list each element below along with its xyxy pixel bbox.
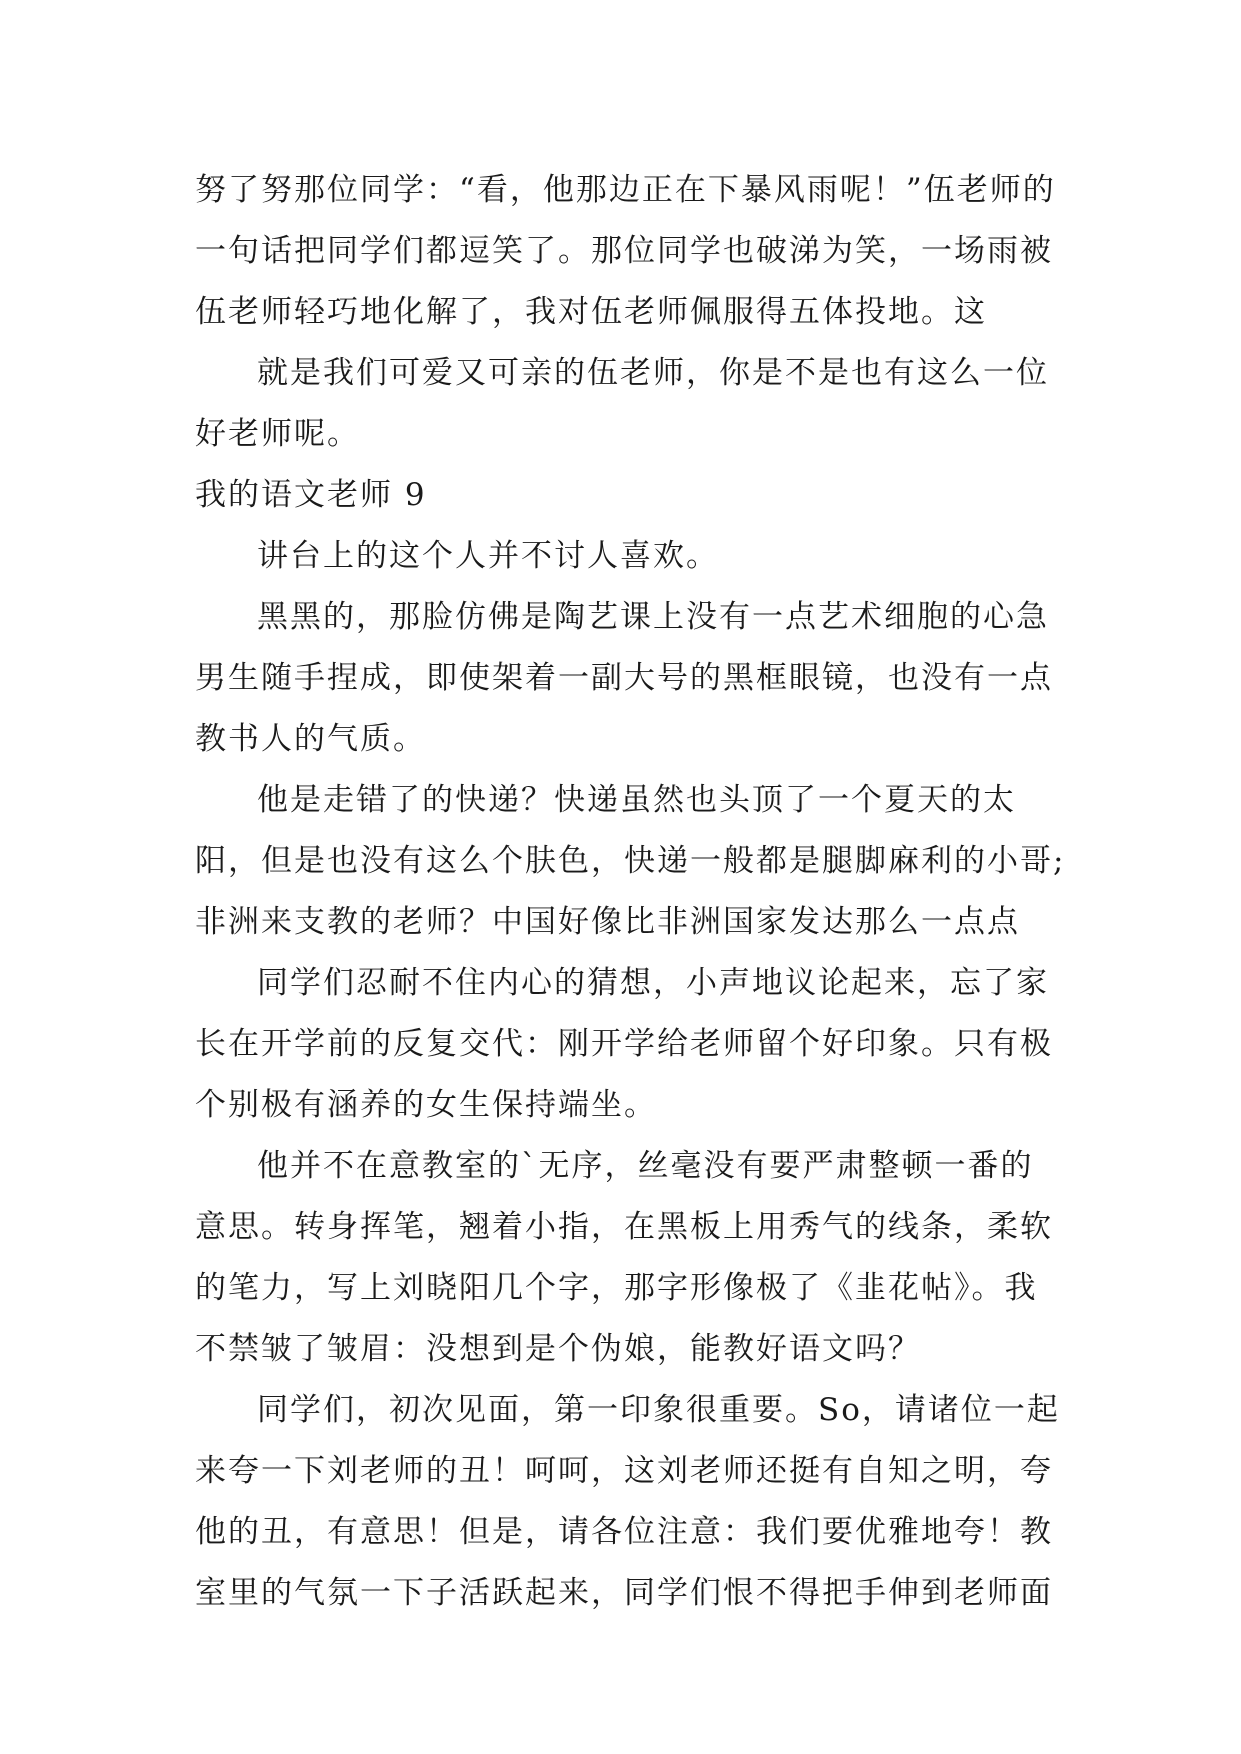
text-line: 教书人的气质。: [195, 721, 426, 757]
text-line: 意思。转身挥笔，翘着小指，在黑板上用秀气的线条，柔软: [195, 1209, 1053, 1245]
text-line: 同学们忍耐不住内心的猜想，小声地议论起来，忘了家: [257, 965, 1049, 1001]
text-line: 努了努那位同学：“看，他那边正在下暴风雨呢！”伍老师的: [195, 172, 1056, 208]
text-line: 来夸一下刘老师的丑！呵呵，这刘老师还挺有自知之明，夸: [195, 1453, 1053, 1489]
text-line: 好老师呢。: [195, 416, 360, 452]
text-line: 阳，但是也没有这么个肤色，快递一般都是腿脚麻利的小哥;: [195, 843, 1066, 879]
section-heading: 我的语文老师 9: [195, 477, 427, 513]
text-line: 长在开学前的反复交代：刚开学给老师留个好印象。只有极: [195, 1026, 1053, 1062]
text-line: 讲台上的这个人并不讨人喜欢。: [257, 538, 719, 574]
text-line: 就是我们可爱又可亲的伍老师，你是不是也有这么一位: [257, 355, 1049, 391]
text-line: 室里的气氛一下子活跃起来，同学们恨不得把手伸到老师面: [195, 1575, 1053, 1611]
text-line: 男生随手捏成，即使架着一副大号的黑框眼镜，也没有一点: [195, 660, 1053, 696]
text-line: 黑黑的，那脸仿佛是陶艺课上没有一点艺术细胞的心急: [257, 599, 1049, 635]
text-line: 他并不在意教室的`无序，丝毫没有要严肃整顿一番的: [257, 1148, 1034, 1184]
text-line: 他是走错了的快递？快递虽然也头顶了一个夏天的太: [257, 782, 1016, 818]
text-line: 非洲来支教的老师？中国好像比非洲国家发达那么一点点: [195, 904, 1020, 940]
text-line: 同学们，初次见面，第一印象很重要。So，请诸位一起: [257, 1392, 1060, 1428]
text-line: 不禁皱了皱眉：没想到是个伪娘，能教好语文吗？: [195, 1331, 921, 1367]
text-line: 伍老师轻巧地化解了，我对伍老师佩服得五体投地。这: [195, 294, 987, 330]
text-line: 一句话把同学们都逗笑了。那位同学也破涕为笑，一场雨被: [195, 233, 1053, 269]
text-line: 的笔力，写上刘晓阳几个字，那字形像极了《韭花帖》。我: [195, 1270, 1038, 1306]
text-line: 他的丑，有意思！但是，请各位注意：我们要优雅地夸！教: [195, 1514, 1053, 1550]
document-body: [195, 160, 1066, 1624]
text-line: 个别极有涵养的女生保持端坐。: [195, 1087, 657, 1123]
